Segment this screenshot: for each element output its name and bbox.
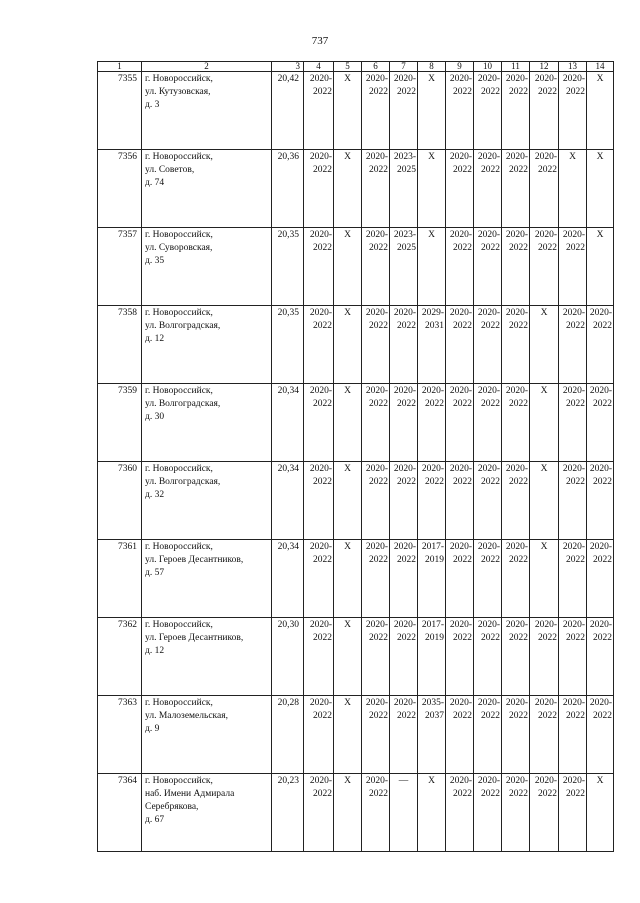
period-cell: X [587,150,614,228]
period-cell: 2020- 2022 [474,696,502,774]
period-cell: 2020- 2022 [587,696,614,774]
table-body [98,62,614,852]
period-cell: X [334,618,362,696]
period-cell: 2020- 2022 [304,384,334,462]
period-cell: 2020- 2022 [530,774,559,852]
period-cell: 2020- 2022 [502,696,530,774]
period-cell: 2020- 2022 [390,306,418,384]
address-cell: г. Новороссийск, наб. Имени Адмирала Серебрякова, д. 67 [142,774,272,852]
period-cell: X [334,306,362,384]
period-cell: X [334,696,362,774]
address-cell: г. Новороссийск, ул. Волгоградская, д. 32 [142,462,272,540]
period-cell: 2020- 2022 [530,150,559,228]
period-cell: X [530,306,559,384]
period-cell: 2020- 2022 [304,540,334,618]
address-cell: г. Новороссийск, ул. Героев Десантников, д. 12 [142,618,272,696]
period-cell: 2020- 2022 [362,618,390,696]
column-header: 2 [142,62,272,72]
area-cell: 20,34 [272,540,304,618]
table-row [98,696,614,774]
period-cell: 2020- 2022 [587,462,614,540]
row-number: 7363 [98,696,142,774]
period-cell: 2020- 2022 [474,540,502,618]
column-header: 6 [362,62,390,72]
period-cell: 2020- 2022 [559,72,587,150]
row-number: 7364 [98,774,142,852]
area-cell: 20,23 [272,774,304,852]
column-header: 9 [446,62,474,72]
row-number: 7362 [98,618,142,696]
column-header: 8 [418,62,446,72]
address-cell: г. Новороссийск, ул. Героев Десантников, д. 57 [142,540,272,618]
row-number: 7360 [98,462,142,540]
table-row [98,462,614,540]
address-cell: г. Новороссийск, ул. Волгоградская, д. 30 [142,384,272,462]
row-number: 7361 [98,540,142,618]
column-header: 1 [98,62,142,72]
period-cell: 2020- 2022 [362,150,390,228]
period-cell: 2020- 2022 [559,384,587,462]
period-cell: 2020- 2022 [446,384,474,462]
header-row [98,62,614,72]
period-cell: 2020- 2022 [530,696,559,774]
period-cell: 2020- 2022 [559,774,587,852]
address-cell: г. Новороссийск, ул. Кутузовская, д. 3 [142,72,272,150]
address-cell: г. Новороссийск, ул. Советов, д. 74 [142,150,272,228]
period-cell: 2023- 2025 [390,228,418,306]
period-cell: 2020- 2022 [446,150,474,228]
period-cell: 2020- 2022 [587,384,614,462]
period-cell: X [530,462,559,540]
table-row [98,306,614,384]
period-cell: 2020- 2022 [446,774,474,852]
period-cell: X [418,228,446,306]
period-cell: 2020- 2022 [446,618,474,696]
period-cell: 2020- 2022 [502,150,530,228]
row-number: 7359 [98,384,142,462]
period-cell: 2020- 2022 [474,774,502,852]
period-cell: 2020- 2022 [418,462,446,540]
period-cell: 2020- 2022 [390,72,418,150]
period-cell: 2020- 2022 [587,306,614,384]
period-cell: 2020- 2022 [304,462,334,540]
column-header: 4 [304,62,334,72]
area-cell: 20,34 [272,462,304,540]
period-cell: 2020- 2022 [304,228,334,306]
area-cell: 20,35 [272,306,304,384]
period-cell: 2020- 2022 [446,696,474,774]
area-cell: 20,30 [272,618,304,696]
row-number: 7357 [98,228,142,306]
period-cell: X [334,462,362,540]
period-cell: X [334,228,362,306]
period-cell: 2020- 2022 [304,774,334,852]
table-row [98,384,614,462]
period-cell: 2020- 2022 [502,384,530,462]
period-cell: 2020- 2022 [390,540,418,618]
period-cell: 2020- 2022 [587,618,614,696]
period-cell: X [418,774,446,852]
period-cell: X [587,774,614,852]
period-cell: 2020- 2022 [362,540,390,618]
column-header: 13 [559,62,587,72]
period-cell: 2020- 2022 [446,228,474,306]
address-cell: г. Новороссийск, ул. Суворовская, д. 35 [142,228,272,306]
period-cell: 2020- 2022 [502,228,530,306]
period-cell: 2020- 2022 [559,306,587,384]
period-cell: 2020- 2022 [559,540,587,618]
period-cell: 2020- 2022 [304,306,334,384]
period-cell: 2020- 2022 [446,462,474,540]
column-header: 14 [587,62,614,72]
period-cell: X [530,540,559,618]
row-number: 7358 [98,306,142,384]
period-cell: X [559,150,587,228]
table-row [98,618,614,696]
period-cell: 2020- 2022 [530,72,559,150]
period-cell: 2020- 2022 [390,618,418,696]
period-cell: X [587,228,614,306]
address-cell: г. Новороссийск, ул. Малоземельская, д. 9 [142,696,272,774]
period-cell: 2020- 2022 [474,150,502,228]
area-cell: 20,35 [272,228,304,306]
register-table [97,61,614,852]
area-cell: 20,34 [272,384,304,462]
period-cell: X [530,384,559,462]
period-cell: 2020- 2022 [304,72,334,150]
period-cell: 2020- 2022 [304,696,334,774]
period-cell: 2020- 2022 [502,774,530,852]
column-header: 10 [474,62,502,72]
period-cell: X [418,150,446,228]
column-header: 3 [272,62,304,72]
period-cell: 2020- 2022 [390,462,418,540]
table-row [98,72,614,150]
period-cell: 2035- 2037 [418,696,446,774]
period-cell: 2020- 2022 [304,150,334,228]
period-cell: 2020- 2022 [474,72,502,150]
period-cell: 2020- 2022 [559,228,587,306]
period-cell: 2020- 2022 [418,384,446,462]
table-row [98,540,614,618]
area-cell: 20,36 [272,150,304,228]
period-cell: 2017- 2019 [418,540,446,618]
period-cell: 2020- 2022 [502,540,530,618]
period-cell: 2020- 2022 [502,306,530,384]
period-cell: X [334,72,362,150]
period-cell: X [418,72,446,150]
period-cell: X [334,384,362,462]
column-header: 12 [530,62,559,72]
address-cell: г. Новороссийск, ул. Волгоградская, д. 12 [142,306,272,384]
table-row [98,228,614,306]
period-cell: 2020- 2022 [446,540,474,618]
period-cell: X [334,774,362,852]
period-cell: 2020- 2022 [362,696,390,774]
period-cell: 2020- 2022 [502,618,530,696]
table-row [98,150,614,228]
period-cell: 2020- 2022 [530,228,559,306]
area-cell: 20,42 [272,72,304,150]
period-cell: 2020- 2022 [390,696,418,774]
period-cell: 2020- 2022 [446,306,474,384]
column-header: 11 [502,62,530,72]
period-cell: 2020- 2022 [474,384,502,462]
period-cell: 2020- 2022 [362,774,390,852]
period-cell: 2020- 2022 [559,696,587,774]
period-cell: 2020- 2022 [530,618,559,696]
table-row [98,774,614,852]
period-cell: 2020- 2022 [502,462,530,540]
period-cell: 2020- 2022 [502,72,530,150]
period-cell: 2020- 2022 [446,72,474,150]
period-cell: 2020- 2022 [559,618,587,696]
row-number: 7356 [98,150,142,228]
period-cell: 2020- 2022 [474,618,502,696]
period-cell: 2020- 2022 [474,306,502,384]
period-cell: 2017- 2019 [418,618,446,696]
period-cell: 2020- 2022 [362,228,390,306]
period-cell: X [334,150,362,228]
period-cell: 2020- 2022 [390,384,418,462]
period-cell: 2020- 2022 [362,306,390,384]
period-cell: 2023- 2025 [390,150,418,228]
period-cell: 2020- 2022 [474,462,502,540]
period-cell: 2020- 2022 [362,462,390,540]
page-number: 737 [311,35,329,47]
period-cell: 2020- 2022 [362,72,390,150]
period-cell: 2020- 2022 [559,462,587,540]
period-cell: 2020- 2022 [474,228,502,306]
period-cell: 2020- 2022 [362,384,390,462]
column-header: 5 [334,62,362,72]
period-cell: 2020- 2022 [587,540,614,618]
row-number: 7355 [98,72,142,150]
period-cell: 2020- 2022 [304,618,334,696]
period-cell: 2029- 2031 [418,306,446,384]
period-cell: X [334,540,362,618]
column-header: 7 [390,62,418,72]
period-cell: — [390,774,418,852]
area-cell: 20,28 [272,696,304,774]
period-cell: X [587,72,614,150]
